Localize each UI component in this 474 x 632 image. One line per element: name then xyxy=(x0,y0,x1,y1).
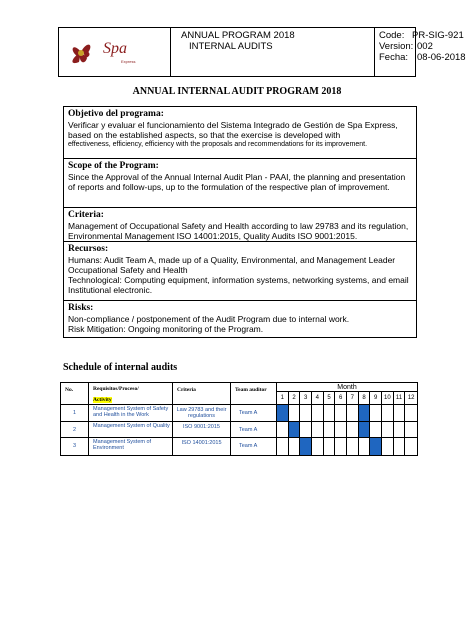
section-risks xyxy=(64,301,416,337)
month-cell xyxy=(335,422,347,439)
month-cell xyxy=(394,422,406,439)
row-team: Team A xyxy=(231,422,277,439)
month-cell xyxy=(405,405,417,422)
month-cell xyxy=(300,405,312,422)
month-cell xyxy=(312,438,324,455)
month-cell xyxy=(324,422,336,439)
month-header-9: 9 xyxy=(370,392,382,405)
month-cell xyxy=(289,422,301,439)
month-cell xyxy=(370,438,382,455)
month-cell xyxy=(347,422,359,439)
month-header-8: 8 xyxy=(359,392,371,405)
section-objetivo xyxy=(64,107,416,159)
month-cell xyxy=(277,438,289,455)
month-header-7: 7 xyxy=(347,392,359,405)
month-header-5: 5 xyxy=(324,392,336,405)
row-activity: Management System of Environment xyxy=(89,438,173,455)
section-text-2: Risk Mitigation: Ongoing monitoring of the Program. xyxy=(68,324,264,334)
section-heading: Criteria: xyxy=(68,210,104,220)
month-header-12: 12 xyxy=(405,392,417,405)
month-cell xyxy=(394,405,406,422)
row-team: Team A xyxy=(231,405,277,422)
schedule-title: Schedule of internal audits xyxy=(63,362,178,373)
section-heading: Recursos: xyxy=(68,244,109,254)
month-cell xyxy=(324,405,336,422)
month-cell xyxy=(370,405,382,422)
section-text-2: effectiveness, efficiency, efficiency with the proposals and recommendations for its improvement. xyxy=(68,141,368,148)
company-logo xyxy=(59,28,171,76)
program-details-box xyxy=(63,106,417,338)
month-cell xyxy=(277,422,289,439)
date-label: Fecha: xyxy=(379,52,409,63)
month-header-2: 2 xyxy=(289,392,301,405)
row-no: 1 xyxy=(61,405,89,422)
month-cell xyxy=(382,405,394,422)
col-header-activity-label: Activity xyxy=(93,397,112,403)
month-header-3: 3 xyxy=(300,392,312,405)
month-header-10: 10 xyxy=(382,392,394,405)
month-header-6: 6 xyxy=(335,392,347,405)
col-header-activity xyxy=(89,383,173,405)
month-cell xyxy=(359,422,371,439)
month-cell xyxy=(335,438,347,455)
section-text: Verificar y evaluar el funcionamiento del Sistema Integrado de Gestión de Spa Express, based on the established aspects, so that the exercise is developed with xyxy=(68,120,398,140)
month-cell xyxy=(300,438,312,455)
section-criteria xyxy=(64,208,416,242)
col-header-criteria: Criteria xyxy=(173,383,231,405)
month-cell xyxy=(405,438,417,455)
section-text: Management of Occupational Safety and Health according to law 29783 and its regulation, Environmental Management ISO 14001:2015, Quality Audits ISO 9001:2015. xyxy=(68,221,409,241)
section-text: Non-compliance / postponement of the Audit Program due to internal work. xyxy=(68,314,350,324)
col-header-req: Requisitos/Proceso/ xyxy=(93,386,139,392)
version-value: 002 xyxy=(417,41,433,52)
section-text-2: Technological: Computing equipment, information systems, networking systems, and email Institutional electronic. xyxy=(68,275,409,295)
month-cell xyxy=(289,405,301,422)
col-header-month: Month xyxy=(277,383,417,392)
month-cell xyxy=(312,422,324,439)
month-header-1: 1 xyxy=(277,392,289,405)
month-cell xyxy=(370,422,382,439)
month-header-4: 4 xyxy=(312,392,324,405)
section-scope xyxy=(64,159,416,208)
section-text: Since the Approval of the Annual Internal Audit Plan - PAAI, the planning and presentation of reports and follow-ups, up to the formulation of the respective plan of improvement. xyxy=(68,172,406,192)
month-header-11: 11 xyxy=(394,392,406,405)
month-cell xyxy=(300,422,312,439)
col-header-no: No. xyxy=(61,383,89,405)
month-cell xyxy=(289,438,301,455)
row-activity: Management System of Quality xyxy=(89,422,173,439)
row-criteria: ISO 9001:2015 xyxy=(173,422,231,439)
row-no: 2 xyxy=(61,422,89,439)
section-heading: Objetivo del programa: xyxy=(68,109,164,119)
row-no: 3 xyxy=(61,438,89,455)
section-heading: Scope of the Program: xyxy=(68,161,159,171)
logo-text: Spa xyxy=(103,40,127,57)
page-title: ANNUAL INTERNAL AUDIT PROGRAM 2018 xyxy=(132,86,342,97)
month-cell xyxy=(394,438,406,455)
month-cell xyxy=(277,405,289,422)
version-label: Version: xyxy=(379,41,414,52)
col-header-team: Team auditor xyxy=(231,383,277,405)
code-label: Code: xyxy=(379,30,405,41)
program-line-2: INTERNAL AUDITS xyxy=(189,41,273,52)
program-title-cell xyxy=(171,28,375,76)
row-team: Team A xyxy=(231,438,277,455)
row-criteria: Law 29783 and their regulations xyxy=(173,405,231,422)
month-cell xyxy=(359,405,371,422)
section-heading: Risks: xyxy=(68,303,94,313)
program-line-1: ANNUAL PROGRAM 2018 xyxy=(181,30,295,41)
month-cell xyxy=(359,438,371,455)
month-cell xyxy=(382,422,394,439)
month-cell xyxy=(347,438,359,455)
month-cell xyxy=(405,422,417,439)
row-criteria: ISO 14001:2015 xyxy=(173,438,231,455)
month-cell xyxy=(324,438,336,455)
schedule-table xyxy=(60,382,418,456)
month-cell xyxy=(347,405,359,422)
code-value: PR-SIG-921 xyxy=(412,30,464,41)
logo-subtext: Express xyxy=(121,59,136,64)
month-cell xyxy=(335,405,347,422)
row-activity: Management System of Safety and Health in the Work xyxy=(89,405,173,422)
date-value: 08-06-2018 xyxy=(417,52,466,63)
month-cell xyxy=(312,405,324,422)
section-text: Humans: Audit Team A, made up of a Quality, Environmental, and Management Leader Occupational Safety and Health xyxy=(68,255,396,275)
section-recursos xyxy=(64,242,416,301)
document-header xyxy=(58,27,466,77)
month-cell xyxy=(382,438,394,455)
